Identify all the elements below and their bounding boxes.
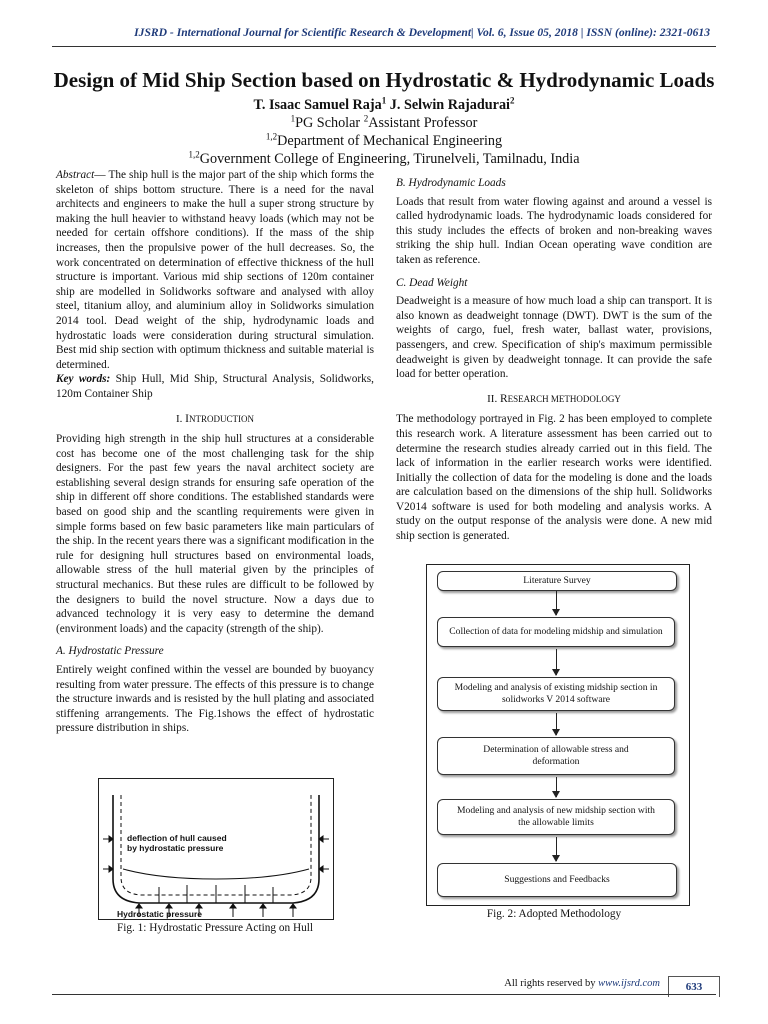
flow-step-5: Modeling and analysis of new midship section with the allowable limits [437, 799, 675, 835]
section-cap: R [499, 392, 508, 405]
footer-rule [52, 994, 716, 995]
subsection-heading-deadweight: C. Dead Weight [396, 276, 468, 289]
abstract-text: The ship hull is the major part of the ship which forms the skeleton of ships bottom structure. There is a need for the naval architects and engineers to make the hull a super strong structure by making the hull heavier to withstand heavy loads (which may not be needed for certain offshore conditions). If the mass of the ship increases, then the propulsive power of the hull decreases. So, the work concentrated on determination of effective thickness of the hull structure is important. Various mid ship sections of 120m container ship are modelled in Solidworks software and analysed with alloy steel, titanium alloy, and aluminium alloy in Solidworks simulation 2014 tool. Dead weight of the ship, hydrodynamic loads and hydrostatic loads were consideration during structural simulation. Best mid ship section with optimum thickness and suitable material is determined. [56, 169, 374, 371]
section-cap: I [185, 412, 189, 425]
left-column [56, 168, 374, 736]
author-1-sup: 1 [381, 95, 387, 106]
inst-name: Government College of Engineering, Tirunelveli, Tamilnadu, India [199, 151, 580, 167]
flow-arrow-1 [556, 591, 557, 615]
author-2-name: J. Selwin Rajadurai [386, 97, 510, 113]
dept-name: Department of Mechanical Engineering [277, 133, 503, 149]
footer-rights [504, 978, 660, 989]
flow-step-6: Suggestions and Feedbacks [437, 863, 677, 897]
fig1-label-bottom: Hydrostatic pressure [117, 909, 203, 919]
footer-rights-text: All rights reserved by [504, 978, 599, 989]
abstract-label: Abstract [56, 169, 95, 181]
inst-sup: 1,2 [188, 149, 200, 160]
figure-2-caption: Fig. 2: Adopted Methodology [486, 908, 622, 920]
deadweight-paragraph: Deadweight is a measure of how much load a ship can transport. It is also known as deadweight tonnage (DWT). DWT is the sum of the weights of cargo, fuel, fresh water, ballast water, provisions, passengers, and crew. Specification of ship's maximum permissible deadweight is given by deadweight tonnage. It can provide the safe load for better operation. [396, 295, 712, 381]
author-1-name: T. Isaac Samuel Raja [253, 97, 382, 113]
page-number: 633 [668, 976, 720, 997]
section-heading-introduction [56, 412, 374, 427]
role-2: Assistant Professor [368, 115, 478, 131]
flow-step-4: Determination of allowable stress and deformation [437, 737, 675, 775]
keywords-text: Ship Hull, Mid Ship, Structural Analysis, Solidworks, 120m Container Ship [56, 373, 374, 400]
section-rest: NTRODUCTION [189, 413, 254, 424]
author-department [0, 132, 768, 150]
intro-paragraph: Providing high strength in the ship hull structures at a considerable cost has become one of the most challenging task for the ship designers. For the past few years the naval architect society are establishing several design strands for ensuring safe operation of the ship in different off shore conditions. The established standards were based on good ship and the scantling requirements were given in simple forms based on few basic parameters like main particulars of the ship. In the recent years there was a significant modification in the rule for designing hull structures based on environmental loads, allowable stress of the hull material given by the principles of structural mechanics. But these rules are difficult to be followed by the designers to build the novel structure. Now a days due to advanced technology it is very easy to determine the demand (environment loads) and the capacity (strength of the ship). [56, 433, 374, 635]
methodology-paragraph: The methodology portrayed in Fig. 2 has been employed to complete this research work. A literature assessment has been carried out to determine the research studies already carried out in this field. The lack of information in the earlier research works were identified. Initially the collection of data for the modeling is done and the loads are calculation based on the dimensions of the ship hull. Solidworks V2014 software is used for both modeling and analysis works. A study on the output response of the analysis were done. A new mid ship section is generated. [396, 413, 712, 543]
figure-1-caption: Fig. 1: Hydrostatic Pressure Acting on Hull [116, 922, 314, 934]
flow-arrow-4 [556, 777, 557, 797]
section-num: I. [175, 412, 186, 425]
hydrodynamic-paragraph: Loads that result from water flowing against and around a vessel is called hydrodynamic loads. The hydrodynamic loads considered for this study includes the effects of broken and non-breaking waves striking the ship hull. Indian Ocean operating wave condition are taken as reference. [396, 195, 712, 266]
author-block [0, 96, 768, 168]
header-rule [52, 46, 716, 47]
flow-step-2: Collection of data for modeling midship and simulation [437, 617, 675, 647]
keywords-label: Key words: [56, 373, 111, 386]
flow-arrow-2 [556, 649, 557, 675]
flow-arrow-3 [556, 713, 557, 735]
section-rest: ESEARCH METHODOLOGY [507, 393, 621, 404]
role-1-sup: 1 [290, 113, 296, 124]
figure-2-flowchart [426, 564, 690, 906]
role-2-sup: 2 [363, 113, 369, 124]
abstract-dash: — [94, 169, 109, 181]
dept-sup: 1,2 [265, 131, 278, 142]
keywords [56, 372, 374, 401]
journal-header: IJSRD - International Journal for Scientific Research & Development| Vol. 6, Issue 05, 2018 | ISSN (online): 2321-0613 [134, 26, 710, 39]
flow-arrow-5 [556, 837, 557, 861]
author-institution [0, 150, 768, 168]
paper-title: Design of Mid Ship Section based on Hydrostatic & Hydrodynamic Loads [53, 68, 715, 92]
author-2-sup: 2 [509, 95, 515, 106]
fig1-label-line1: deflection of hull caused [127, 833, 227, 843]
hydrostatic-paragraph: Entirely weight confined within the vessel are bounded by buoyancy resulting from water pressure. The effects of this pressure is to change the structure inwards and is resisted by the hull plating and associated stiffening arrangements. The Fig.1shows the effect of hydrostatic pressure distribution in ships. [56, 664, 374, 735]
figure-1-hull [98, 778, 334, 920]
author-roles [0, 114, 768, 132]
subsection-heading-hydrostatic: A. Hydrostatic Pressure [56, 645, 164, 658]
flow-step-3: Modeling and analysis of existing midship section in solidworks V 2014 software [437, 677, 675, 711]
right-column [396, 176, 712, 544]
abstract [56, 168, 374, 372]
fig1-label-line2: by hydrostatic pressure [127, 843, 224, 853]
flow-step-1: Literature Survey [437, 571, 677, 591]
role-1: PG Scholar [295, 115, 364, 131]
footer-site-link[interactable]: www.ijsrd.com [598, 978, 660, 989]
section-heading-methodology [396, 392, 712, 407]
subsection-heading-hydrodynamic: B. Hydrodynamic Loads [396, 177, 506, 189]
authors-line [0, 96, 768, 114]
section-num: II. [487, 392, 500, 405]
